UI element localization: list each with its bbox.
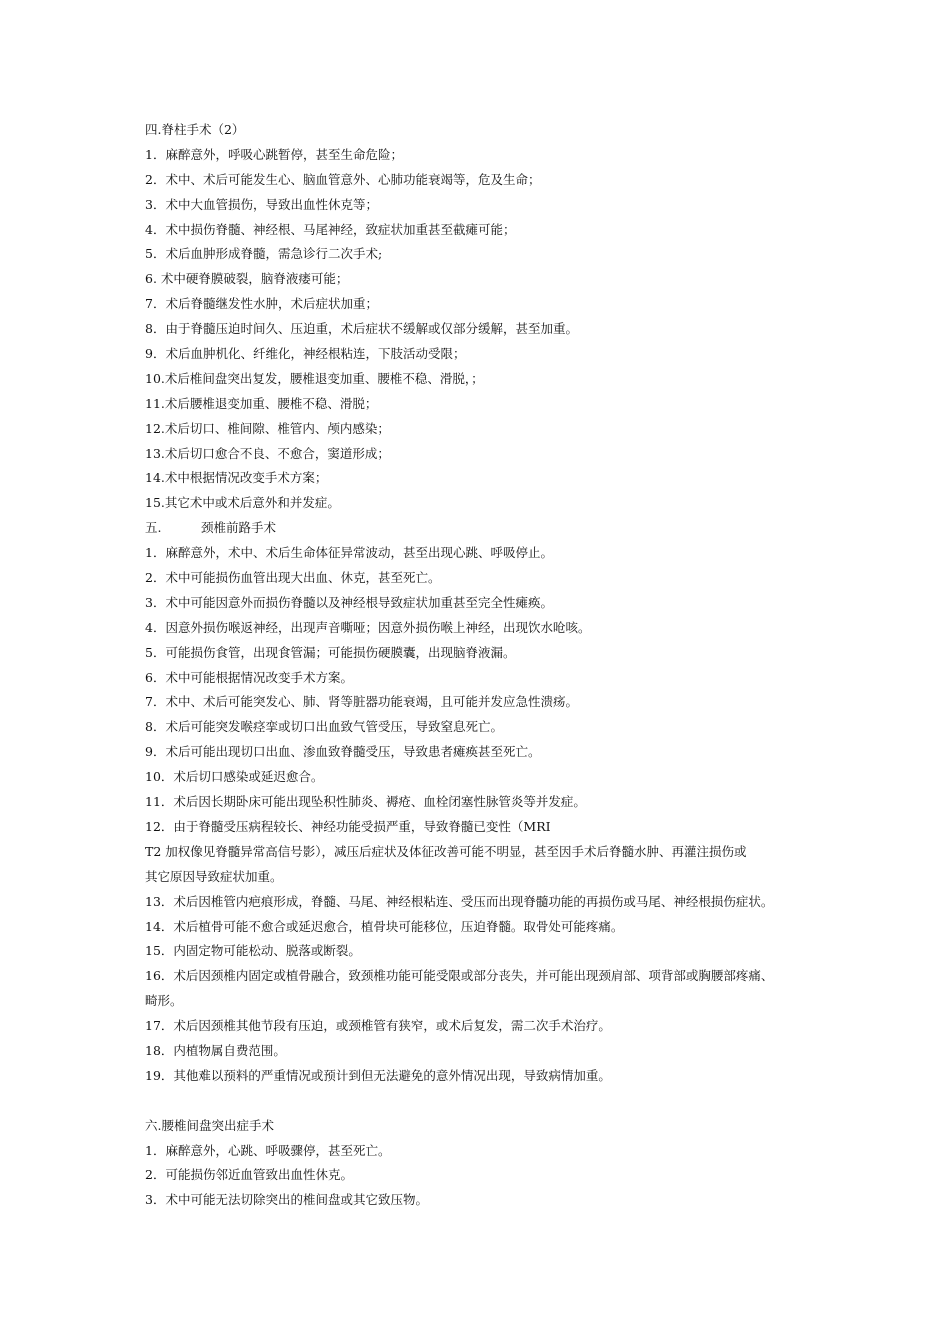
section5-line-16: 14．术后植骨可能不愈合或延迟愈合，植骨块可能移位，压迫脊髓。取骨处可能疼痛。 bbox=[145, 918, 624, 934]
paragraph-spacer bbox=[145, 1089, 817, 1114]
section5-number: 五. bbox=[145, 520, 162, 536]
section4-item-6: 6. 术中硬脊膜破裂，脑脊液瘘可能； bbox=[145, 271, 349, 287]
section4-item-8: 8．由于脊髓压迫时间久、压迫重，术后症状不缓解或仅部分缓解，甚至加重。 bbox=[145, 321, 578, 337]
section5-line-19: 畸形。 bbox=[145, 993, 183, 1009]
section5-line-6: 6．术中可能根据情况改变手术方案。 bbox=[145, 669, 353, 685]
section5-line-14: 其它原因导致症状加重。 bbox=[145, 868, 283, 884]
section4-item-11: 11.术后腰椎退变加重、腰椎不稳、滑脱； bbox=[145, 395, 378, 411]
section5-line-17: 15．内固定物可能松动、脱落或断裂。 bbox=[145, 943, 361, 959]
section5-line-9: 9．术后可能出现切口出血、渗血致脊髓受压，导致患者瘫痪甚至死亡。 bbox=[145, 744, 541, 760]
section5-line-11: 11．术后因长期卧床可能出现坠积性肺炎、褥疮、血栓闭塞性脉管炎等并发症。 bbox=[145, 794, 586, 810]
section4-item-15: 15.其它术中或术后意外和并发症。 bbox=[145, 495, 340, 511]
section5-line-2: 2．术中可能损伤血管出现大出血、休克，甚至死亡。 bbox=[145, 570, 441, 586]
section4-item-5: 5．术后血肿形成脊髓，需急诊行二次手术; bbox=[145, 246, 383, 262]
section5-title: 颈椎前路手术 bbox=[201, 520, 277, 536]
section5-line-1: 1．麻醉意外，术中、术后生命体征异常波动，甚至出现心跳、呼吸停止。 bbox=[145, 545, 553, 561]
section5-line-7: 7．术中、术后可能突发心、肺、肾等脏器功能衰竭，且可能并发应急性溃疡。 bbox=[145, 694, 578, 710]
section4-item-14: 14.术中根据情况改变手术方案； bbox=[145, 470, 328, 486]
section5-line-18: 16．术后因颈椎内固定或植骨融合，致颈椎功能可能受限或部分丧失，并可能出现颈肩部、项背部或胸腰部疼痛、 bbox=[145, 968, 774, 984]
section5-line-15: 13．术后因椎管内疤痕形成，脊髓、马尾、神经根粘连、受压而出现脊髓功能的再损伤或马尾、神经根损伤症状。 bbox=[145, 893, 774, 909]
section6-item-3: 3．术中可能无法切除突出的椎间盘或其它致压物。 bbox=[145, 1192, 428, 1208]
section5-line-4: 4．因意外损伤喉返神经，出现声音嘶哑；因意外损伤喉上神经，出现饮水呛咳。 bbox=[145, 619, 591, 635]
section4-heading: 四.脊柱手术（2） bbox=[145, 122, 245, 137]
section4-item-7: 7．术后脊髓继发性水肿，术后症状加重； bbox=[145, 296, 378, 312]
section4-item-13: 13.术后切口愈合不良、不愈合，窦道形成； bbox=[145, 445, 390, 461]
section5-line-21: 18．内植物属自费范围。 bbox=[145, 1042, 286, 1058]
section5-line-20: 17．术后因颈椎其他节段有压迫，或颈椎管有狭窄，或术后复发，需二次手术治疗。 bbox=[145, 1018, 611, 1034]
section4-item-4: 4．术中损伤脊髓、神经根、马尾神经，致症状加重甚至截瘫可能； bbox=[145, 221, 516, 237]
section5-line-22: 19．其他难以预料的严重情况或预计到但无法避免的意外情况出现，导致病情加重。 bbox=[145, 1067, 611, 1083]
section4-item-12: 12.术后切口、椎间隙、椎管内、颅内感染； bbox=[145, 420, 390, 436]
section4-item-2: 2．术中、术后可能发生心、脑血管意外、心肺功能衰竭等，危及生命； bbox=[145, 171, 541, 187]
section5-line-10: 10．术后切口感染或延迟愈合。 bbox=[145, 769, 324, 785]
section5-line-3: 3．术中可能因意外而损伤脊髓以及神经根导致症状加重甚至完全性瘫痪。 bbox=[145, 594, 553, 610]
section6-item-1: 1．麻醉意外，心跳、呼吸骤停，甚至死亡。 bbox=[145, 1142, 391, 1158]
section4-item-9: 9．术后血肿机化、纤维化，神经根粘连，下肢活动受限； bbox=[145, 346, 466, 362]
section4-item-3: 3．术中大血管损伤，导致出血性休克等； bbox=[145, 196, 378, 212]
section5-line-5: 5．可能损伤食管，出现食管漏；可能损伤硬膜囊，出现脑脊液漏。 bbox=[145, 644, 516, 660]
section5-line-12: 12．由于脊髓受压病程较长、神经功能受损严重，导致脊髓已变性（MRI bbox=[145, 818, 551, 834]
section6-heading: 六.腰椎间盘突出症手术 bbox=[145, 1117, 274, 1133]
section4-item-1: 1．麻醉意外，呼吸心跳暂停，甚至生命危险； bbox=[145, 146, 403, 162]
section5-line-8: 8．术后可能突发喉痉挛或切口出血致气管受压，导致窒息死亡。 bbox=[145, 719, 503, 735]
document-page bbox=[145, 118, 817, 1213]
section5-heading bbox=[145, 516, 817, 541]
section5-line-13: T2 加权像见脊髓异常高信号影），减压后症状及体征改善可能不明显，甚至因手术后脊髓水肿、再灌注损伤或 bbox=[145, 843, 747, 859]
section4-item-10: 10.术后椎间盘突出复发，腰椎退变加重、腰椎不稳、滑脱，； bbox=[145, 370, 484, 386]
section6-item-2: 2．可能损伤邻近血管致出血性休克。 bbox=[145, 1167, 353, 1183]
